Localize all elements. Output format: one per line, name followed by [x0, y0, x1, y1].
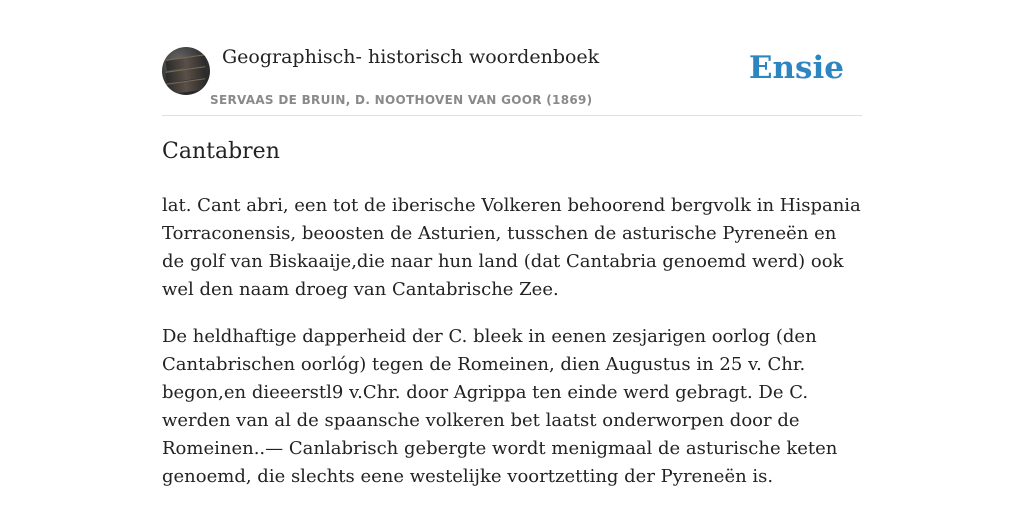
page-container: [162, 0, 862, 487]
book-author: SERVAAS DE BRUIN, D. NOOTHOVEN VAN GOOR (1869): [210, 93, 593, 107]
entry-paragraph: De heldhaftige dapperheid der C. bleek in eenen zesjarigen oorlog (den Cantabrischen oorlóg) tegen de Romeinen, dien Augustus in 25 v. Chr. begon,en dieeerstl9 v.Chr. door Agrippa ten einde werd gebragt. De C. werden van al de spaansche volkeren bet laatst onderworpen door de Romeinen..— Canlabrisch gebergte wordt menigmaal de asturische keten genoemd, die slechts eene westelijke voortzetting der Pyreneën is.: [162, 326, 838, 487]
book-header: [162, 0, 862, 116]
entry-title: Cantabren: [162, 139, 280, 164]
entry-paragraph: lat. Cant abri, een tot de iberische Volkeren behoorend bergvolk in Hispania Torraconensis, beoosten de Asturien, tusschen de asturische Pyreneën en de golf van Biskaaije,die naar hun land (dat Cantabria genoemd werd) ook wel den naam droeg van Cantabrische Zee.: [162, 195, 861, 300]
book-thumbnail-image[interactable]: [162, 47, 210, 95]
book-title-link[interactable]: Geographisch- historisch woordenboek: [222, 46, 600, 68]
ensie-logo[interactable]: Ensie: [748, 50, 844, 86]
